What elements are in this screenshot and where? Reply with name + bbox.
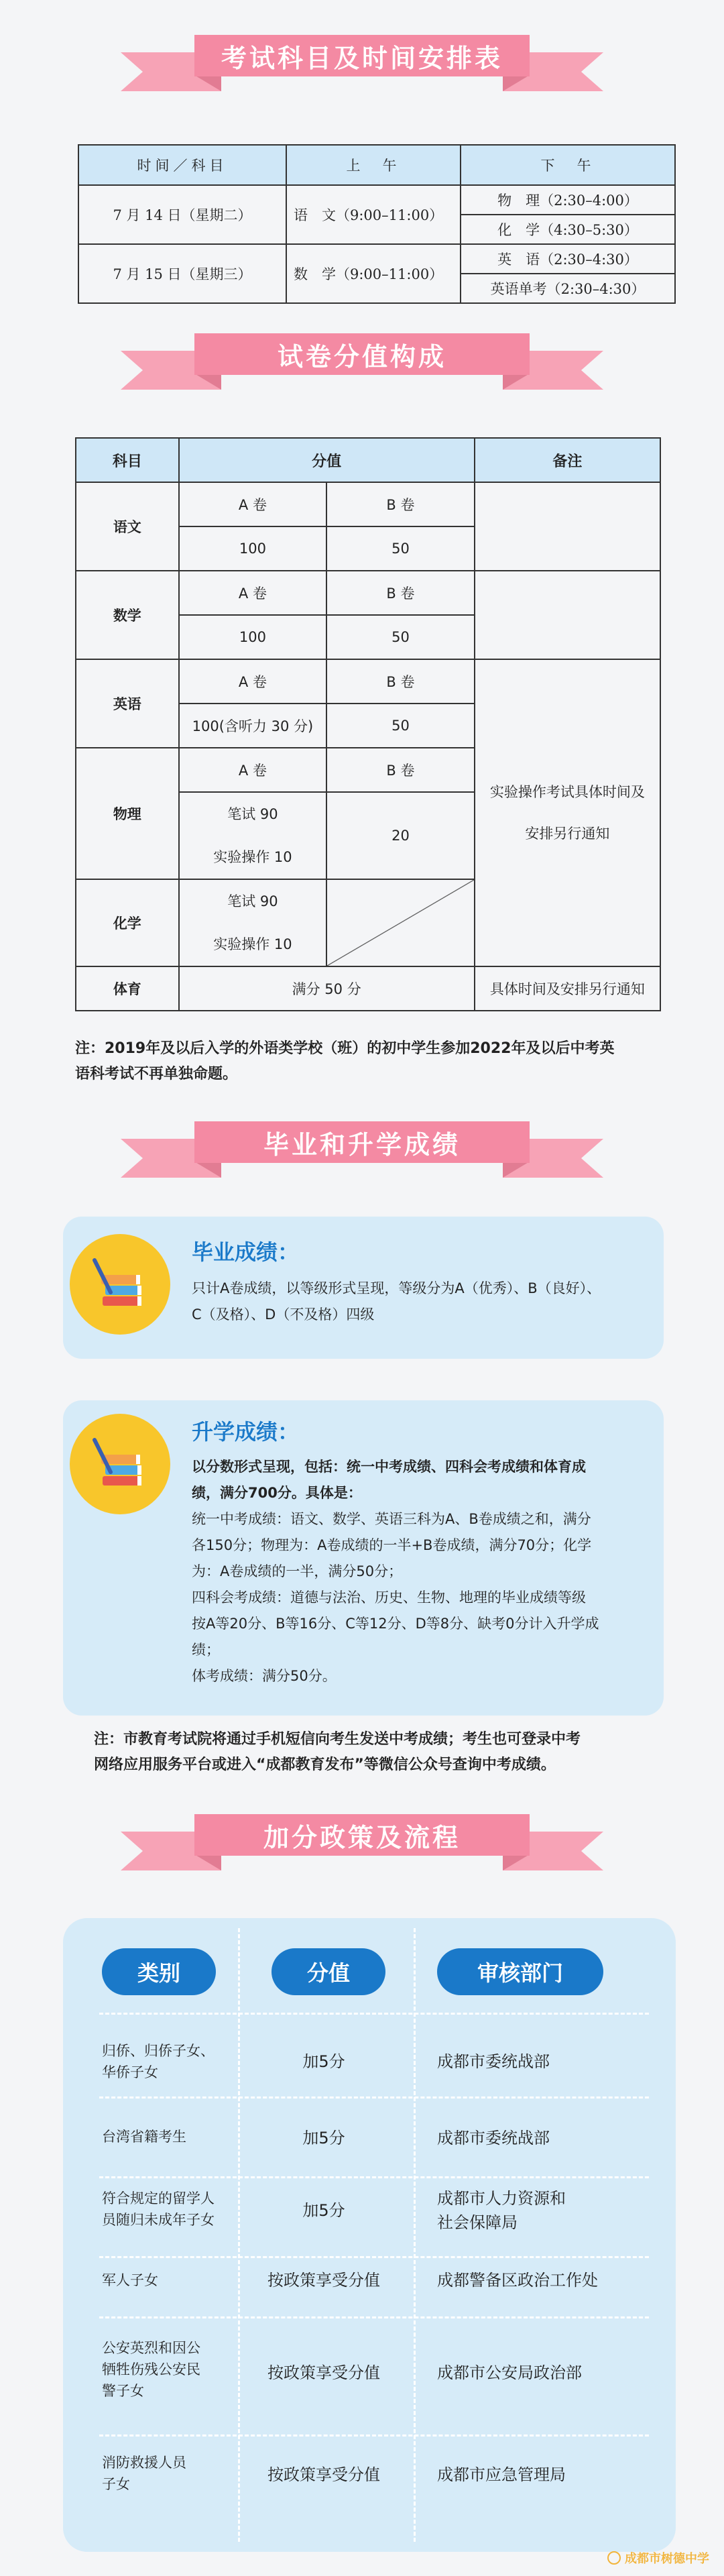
schedule-table: 时间／科目 上 午 下 午 7 月 14 日（星期二） 语 文（9:00–11:00） 物 理（2:30–4:00） 化 学（4:30–5:30） 7 月 15 日（星期三） 数 学（9:00–11:00） 英 语（2:30–4:30） 英语单考（2:30–4:30） bbox=[78, 144, 676, 304]
promotion-title: 升学成绩： bbox=[192, 1419, 300, 1445]
section-ribbon-scores bbox=[121, 333, 603, 391]
section-title: 毕业和升学成绩 bbox=[194, 1121, 530, 1163]
section-title: 试卷分值构成 bbox=[194, 333, 530, 375]
section-ribbon-grades bbox=[121, 1121, 603, 1179]
section-title: 加分政策及流程 bbox=[194, 1814, 530, 1856]
graduation-text: 只计A卷成绩，以等级形式呈现，等级分为A（优秀）、B（良好）、 C（及格）、D（不及格）四级 bbox=[192, 1280, 601, 1323]
list-item: 符合规定的留学人 员随归未成年子女 bbox=[102, 2190, 215, 2228]
list-item: 归侨、归侨子女、 华侨子女 bbox=[102, 2043, 215, 2080]
books-icon bbox=[70, 1234, 170, 1335]
watermark: 成都市树德中学 bbox=[607, 2549, 709, 2567]
promotion-text: 以分数形式呈现，包括：统一中考成绩、四科会考成绩和体育成 绩，满分700分。具体是： 统一中考成绩：语文、数学、英语三科为A、B卷成绩之和，满分 各150分；物理为：A卷成绩的一半+B卷成绩，满分70分；化学 为：A卷成绩的一半，满分50分； 四科会考成绩：道德与法治、历史、生物、地理的毕业成绩等级 按A等20分、B等16分、C等12分、D等8分、缺考0分计入升学成 绩； 体考成绩：满分50分。 bbox=[192, 1459, 599, 1684]
table-row: 7 月 14 日（星期二） 语 文（9:00–11:00） 物 理（2:30–4:00） bbox=[78, 185, 675, 215]
list-item: 公安英烈和因公 牺牲伤残公安民 警子女 bbox=[102, 2340, 200, 2399]
list-item: 台湾省籍考生 bbox=[102, 2129, 186, 2145]
table-row: 7 月 15 日（星期三） 数 学（9:00–11:00） 英 语（2:30–4:30） bbox=[78, 244, 675, 274]
score-table: 科目 分值 备注 语文 A 卷 B 卷 100 50 数学 A 卷 B 卷 100 50 英语 A 卷 B 卷 实验操作考试具体时间及 安排另行通知 100(含听力 30 分) 50 物理 A 卷 B 卷 笔试 90 实验操作 10 20 化学 笔试 90 实验操作 10 体育 满分 50 分 具体时间及安排另行通知 bbox=[75, 437, 661, 1011]
books-icon bbox=[70, 1414, 170, 1514]
table-header: 备注 bbox=[475, 438, 660, 482]
list-item: 军人子女 bbox=[102, 2272, 158, 2288]
section-ribbon-bonus bbox=[121, 1814, 603, 1872]
table-header: 分值 bbox=[179, 438, 475, 482]
header-category: 类别 bbox=[102, 1948, 216, 1995]
section-title: 考试科目及时间安排表 bbox=[194, 35, 530, 76]
school-logo-icon bbox=[607, 2551, 621, 2565]
list-item: 消防救援人员 子女 bbox=[102, 2455, 186, 2492]
note-english: 注：2019年及以后入学的外语类学校（班）的初中学生参加2022年及以后中考英 语科考试不再单独命题。 bbox=[75, 1040, 615, 1082]
header-score: 分值 bbox=[272, 1948, 385, 1995]
section-ribbon-schedule bbox=[121, 35, 603, 93]
lab-note: 实验操作考试具体时间及 安排另行通知 bbox=[475, 659, 660, 966]
header-dept: 审核部门 bbox=[437, 1948, 603, 1995]
table-header: 下 午 bbox=[461, 145, 675, 185]
note-score-query: 注：市教育考试院将通过手机短信向考生发送中考成绩；考生也可登录中考 网络应用服务平台或进入“成都教育发布”等微信公众号查询中考成绩。 bbox=[94, 1731, 581, 1773]
diagonal-cell bbox=[326, 879, 474, 966]
table-header: 上 午 bbox=[286, 145, 461, 185]
promotion-card bbox=[63, 1400, 664, 1716]
table-header: 时间／科目 bbox=[78, 145, 286, 185]
graduation-title: 毕业成绩： bbox=[192, 1239, 300, 1265]
table-header: 科目 bbox=[76, 438, 179, 482]
graduation-card bbox=[63, 1217, 664, 1359]
